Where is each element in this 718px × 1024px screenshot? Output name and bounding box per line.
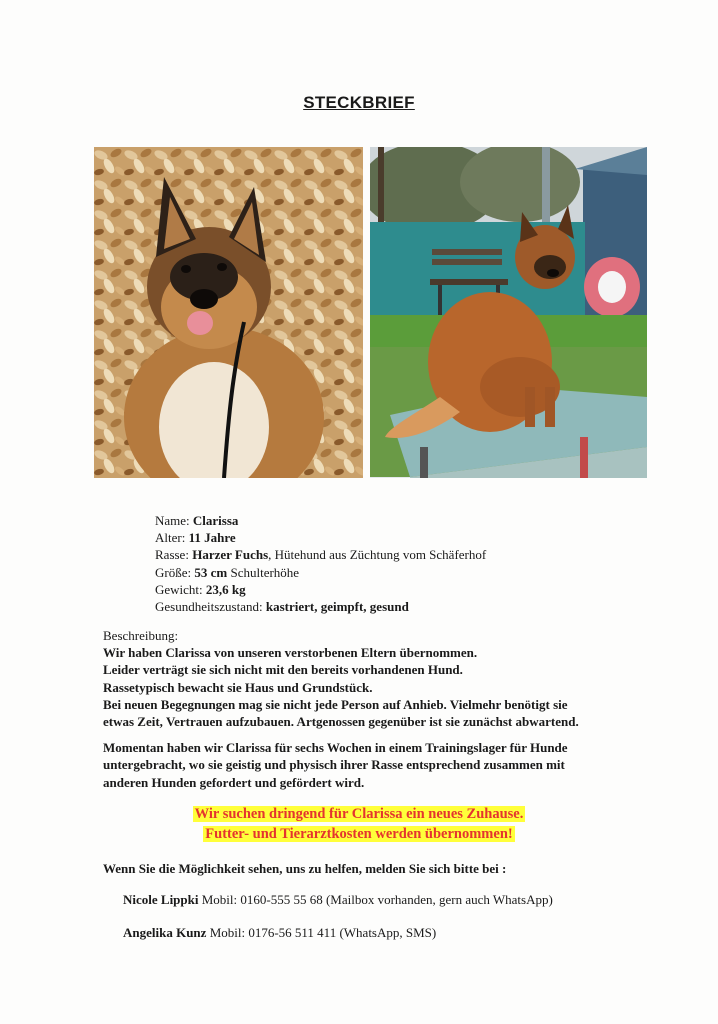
description-line: Momentan haben wir Clarissa für sechs Wochen in einem Trainingslager für Hunde [103, 740, 568, 756]
description-line: untergebracht, wo sie geistig und physisch ihrer Rasse entsprechend zusammen mit [103, 757, 565, 773]
breed-rest: , Hütehund aus Züchtung vom Schäferhof [268, 547, 487, 563]
fact-age [155, 529, 486, 546]
description-line: Bei neuen Begegnungen mag sie nicht jede Person auf Anhieb. Vielmehr benötigt sie [103, 696, 568, 712]
dog-sitting-on-table-garden-photo [370, 147, 647, 478]
dog-facts [155, 512, 486, 615]
description-line: Wir haben Clarissa von unseren verstorbenen Eltern übernommen. [103, 645, 478, 661]
contact-name: Angelika Kunz [123, 925, 207, 940]
description-label: Beschreibung: [103, 628, 179, 643]
fact-health [155, 598, 486, 615]
description [103, 627, 643, 791]
fact-breed [155, 546, 486, 563]
name-value: Clarissa [192, 513, 239, 528]
dog-on-autumn-leaves-photo [94, 147, 363, 478]
page-title: STECKBRIEF [303, 93, 415, 112]
description-line: Leider verträgt sie sich nicht mit den bereits vorhandenen Hund. [103, 662, 463, 678]
fact-name [155, 512, 486, 529]
size-value: 53 cm [194, 564, 228, 580]
description-line: anderen Hunden gefordert und gefördert wird. [103, 774, 365, 790]
contact-person [123, 925, 436, 941]
breed-label: Rasse: [155, 547, 189, 563]
appeal-highlight [0, 804, 718, 844]
contact-name: Nicole Lippki [123, 892, 199, 907]
fact-size [155, 564, 486, 581]
appeal-line-1: Wir suchen dringend für Clarissa ein neues Zuhause. [194, 806, 524, 822]
contact-person [123, 892, 553, 908]
contact-intro: Wenn Sie die Möglichkeit sehen, uns zu helfen, melden Sie sich bitte bei : [103, 861, 507, 876]
dog-photo-2-image [370, 147, 647, 478]
weight-value: 23,6 kg [205, 581, 246, 597]
description-line: etwas Zeit, Vertrauen aufzubauen. Artgenossen gegenüber ist sie zunächst abwartend. [103, 714, 579, 730]
health-value: kastriert, geimpft, gesund [265, 599, 409, 615]
contact-details: Mobil: 0160-555 55 68 (Mailbox vorhanden, gern auch WhatsApp) [198, 892, 553, 907]
description-line: Rassetypisch bewacht sie Haus und Grundstück. [103, 679, 373, 695]
age-value: 11 Jahre [188, 530, 236, 546]
dog-photo-1-image [94, 147, 363, 478]
appeal-line-2: Futter- und Tierarztkosten werden übernommen! [205, 826, 513, 842]
weight-label: Gewicht: [155, 581, 203, 597]
breed-value: Harzer Fuchs [192, 547, 269, 563]
fact-weight [155, 581, 486, 598]
health-label: Gesundheitszustand: [155, 599, 263, 615]
size-rest: Schulterhöhe [227, 564, 300, 580]
contact-details: Mobil: 0176-56 511 411 (WhatsApp, SMS) [206, 925, 437, 940]
size-label: Größe: [155, 564, 192, 580]
age-label: Alter: [155, 530, 186, 546]
name-label: Name: [155, 513, 190, 528]
